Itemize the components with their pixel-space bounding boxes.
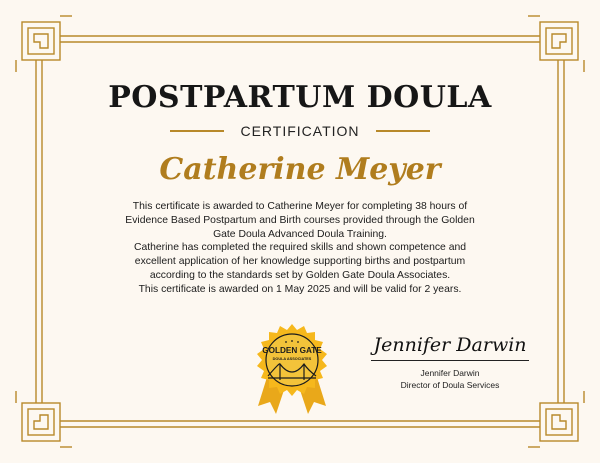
signature-block	[365, 332, 535, 391]
certificate-body	[90, 200, 510, 297]
certificate-subtitle: CERTIFICATION	[240, 123, 360, 139]
seal-line1: GOLDEN GATE	[262, 346, 322, 355]
corner-ornament-bottom-right	[528, 391, 584, 447]
signer-name: Jennifer Darwin	[420, 368, 480, 378]
body-line: Evidence Based Postpartum and Birth courses provided through the Golden	[125, 214, 475, 226]
signature-script: Jennifer Darwin	[373, 334, 527, 356]
body-line: Gate Doula Advanced Doula Training.	[213, 228, 387, 240]
subtitle-row	[0, 121, 600, 141]
recipient-name: Catherine Meyer	[159, 152, 441, 187]
body-line: excellent application of her knowledge supporting births and postpartum	[134, 256, 466, 268]
seal-line2: DOULA ASSOCIATES	[272, 357, 312, 361]
signer-title: Director of Doula Services	[400, 380, 500, 390]
golden-gate-seal	[250, 322, 334, 418]
corner-ornament-bottom-left	[16, 391, 72, 447]
corner-ornament-top-right	[528, 16, 584, 72]
subtitle-rule-left	[170, 130, 224, 132]
corner-ornament-top-left	[16, 16, 72, 72]
signature-line	[371, 360, 529, 361]
body-line: This certificate is awarded to Catherine Meyer for completing 38 hours of	[132, 201, 468, 212]
certificate-title: POSTPARTUM DOULA	[108, 80, 492, 115]
body-line: This certificate is awarded on 1 May 2025 and will be valid for 2 years.	[138, 283, 462, 295]
body-line: according to the standards set by Golden Gate Doula Associates.	[149, 269, 451, 281]
body-line: Catherine has completed the required skills and shown competence and	[133, 242, 467, 254]
subtitle-rule-right	[376, 130, 430, 132]
